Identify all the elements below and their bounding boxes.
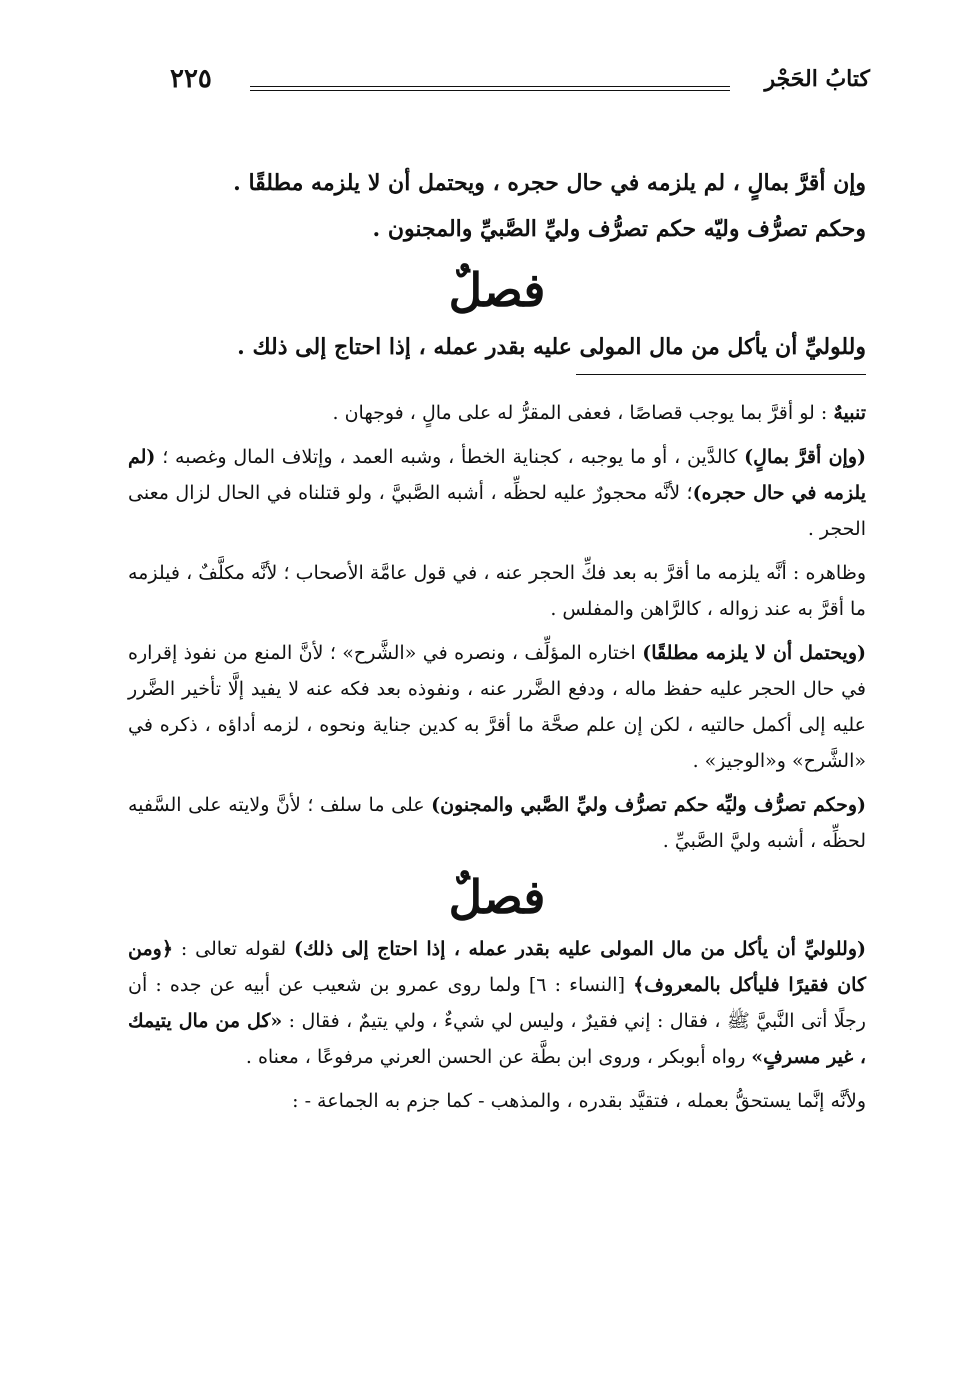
quran-verse: ﴿ومن كان فقيرًا فليأكل بالمعروف﴾: [128, 938, 866, 996]
commentary-text: لقوله تعالى :: [172, 938, 295, 960]
commentary-bold: تنبيهٌ: [833, 402, 866, 424]
section-heading: فصلٌ: [448, 263, 546, 317]
commentary: [128, 931, 866, 1119]
commentary-paragraph: [128, 1083, 866, 1119]
commentary-text: : لو أقرَّ بما يوجب قصاصًا ، فعفى المقرُّ له على مالٍ ، فوجهان .: [332, 402, 834, 424]
chapter-title: كتابُ الحَجْر: [764, 66, 870, 92]
commentary: [128, 395, 866, 859]
commentary-paragraph: [128, 931, 866, 1075]
matn-line: وحكم تصرُّف وليّه حكم تصرُّف وليِّ الصَّبيِّ والمجنون .: [372, 216, 866, 242]
commentary-bold: (وحكم تصرُّف وليِّه حكم تصرُّف وليِّ الصَّبي والمجنون): [431, 794, 866, 816]
commentary-bold: (وإن أقرَّ بمالٍ): [744, 446, 867, 468]
commentary-paragraph: [128, 555, 866, 627]
page-content: [128, 160, 866, 1127]
section-heading: فصلٌ: [448, 870, 546, 924]
commentary-text: اختاره المؤلِّف ، ونصره في «الشَّرح» ؛ لأنَّ المنع من نفوذ إقراره في حال الحجر عليه حفظ ماله ، ودفع الضَّرر عنه ، ونفوذه بعد فكه عنه لا يفيد إلَّا تأخير الضَّرر عليه إلى أكمل حالتيه ، لكن إن علم صحَّة ما أقرَّ به كدين جناية ونحوه ، لزمه أداؤه ، ذكره في «الشَّرح» و«الوجيز» .: [128, 642, 866, 772]
commentary-text: ؛ لأنَّه محجورٌ عليه لحظِّه ، أشبه الصَّبيَّ ، ولو قتلناه في الحال لزال معنى الحجر .: [128, 482, 866, 540]
commentary-paragraph: [128, 395, 866, 431]
matn-line: وللوليِّ أن يأكل من مال المولى عليه بقدر عمله ، إذا احتاج إلى ذلك .: [237, 334, 866, 360]
commentary-text: ولأنَّه إنَّما يستحقُّ بعمله ، فتقيَّد بقدره ، والمذهب - كما جزم به الجماعة - :: [292, 1090, 866, 1112]
matn-separator: [576, 374, 866, 375]
page-number: ٢٢٥: [170, 64, 212, 94]
page-header: [170, 62, 870, 112]
commentary-text: [النساء : ٦] ولما روى عمرو بن شعيب عن أبيه عن جده : أن رجلًا أتى النَّبيَّ ﷺ ، فقال : إني فقيرٌ ، وليس لي شيءٌ ، ولي يتيمٌ ، فقال :: [128, 974, 866, 1032]
hadith-quote: «كل من مال يتيمك ، غير مسرفٍ»: [128, 1010, 866, 1068]
commentary-bold: (لم يلزمه في حال حجره): [128, 446, 866, 504]
commentary-paragraph: [128, 439, 866, 547]
header-rule: [250, 86, 730, 91]
commentary-paragraph: [128, 787, 866, 859]
matn-line: وإن أقرَّ بمالٍ ، لم يلزمه في حال حجره ، ويحتمل أن لا يلزمه مطلقًا .: [233, 170, 866, 196]
commentary-paragraph: [128, 635, 866, 779]
commentary-text: كالدَّين ، أو ما يوجبه ، كجناية الخطأ ، وشبه العمد ، وإتلاف المال وغصبه ؛: [155, 446, 745, 468]
commentary-text: رواه أبوبكر ، وروى ابن بطَّة عن الحسن العرني مرفوعًا ، معناه .: [245, 1046, 752, 1068]
commentary-text: على ما سلف ؛ لأنَّ ولايته على السَّفيه لحظِّه ، أشبه وليَّ الصَّبيِّ .: [128, 794, 866, 852]
commentary-bold: (ويحتمل أن لا يلزمه مطلقًا): [642, 642, 866, 664]
commentary-text: وظاهره : أنَّه يلزمه ما أقرَّ به بعد فكِّ الحجر عنه ، في قول عامَّة الأصحاب ؛ لأنَّه مكلَّفٌ ، فيلزمه ما أقرَّ به عند زواله ، كالرَّاهن والمفلس .: [128, 562, 866, 620]
commentary-bold: (وللوليِّ أن يأكل من مال المولى عليه بقدر عمله ، إذا احتاج إلى ذلك): [294, 938, 866, 960]
